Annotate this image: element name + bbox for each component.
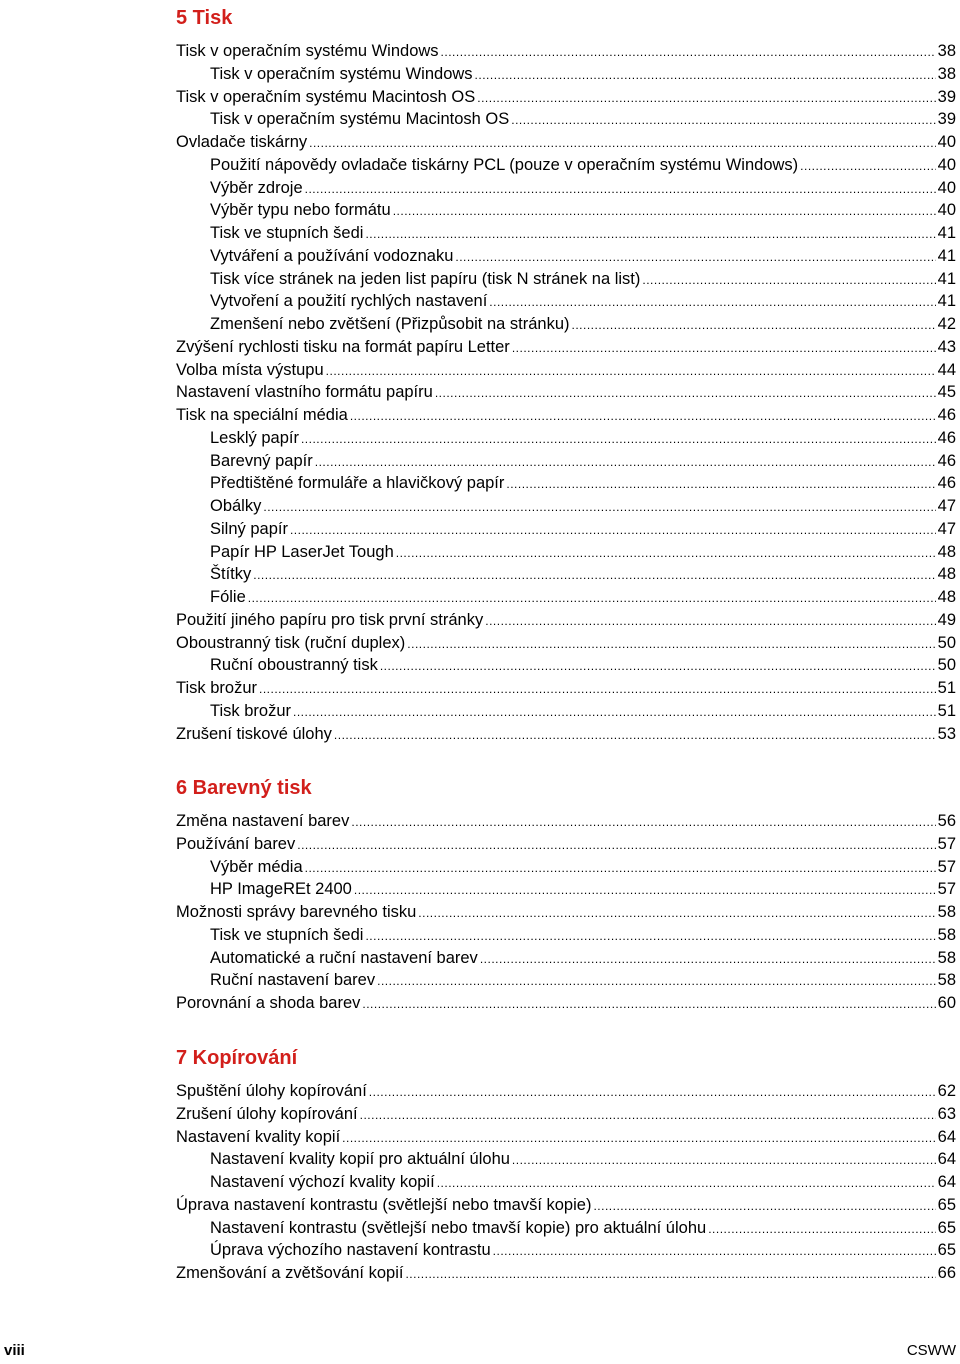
toc-entry-title: Použití nápovědy ovladače tiskárny PCL (pouze v operačním systému Windows) bbox=[210, 155, 799, 174]
toc-entry-page: 42 bbox=[937, 315, 956, 333]
toc-entry[interactable] bbox=[176, 856, 956, 879]
toc-entry-page: 65 bbox=[937, 1195, 956, 1214]
toc-entry-title: Zmenšení nebo zvětšení (Přizpůsobit na stránku) bbox=[210, 315, 570, 333]
toc-entry[interactable] bbox=[176, 336, 956, 359]
dot-leader bbox=[800, 155, 935, 178]
toc-entry-title: Štítky bbox=[210, 565, 252, 584]
toc-entry-title: Ruční nastavení barev bbox=[210, 971, 376, 990]
toc-entry[interactable] bbox=[176, 313, 956, 336]
footer-page-number: viii bbox=[4, 1342, 25, 1359]
toc-entry-title: Vytvoření a použití rychlých nastavení bbox=[210, 292, 488, 311]
dot-leader bbox=[480, 948, 936, 971]
dot-leader bbox=[305, 178, 936, 201]
toc-entry-title: Tisk v operačním systému Windows bbox=[176, 42, 439, 60]
toc-entry-title: Barevný papír bbox=[210, 451, 313, 470]
toc-entry[interactable] bbox=[176, 40, 956, 63]
toc-entry[interactable] bbox=[176, 677, 956, 700]
toc-entry-title: Tisk v operačním systému Macintosh OS bbox=[176, 87, 476, 106]
toc-entry-title: Lesklý papír bbox=[210, 428, 299, 447]
toc-entry[interactable] bbox=[176, 586, 956, 609]
toc-entry[interactable] bbox=[176, 947, 956, 970]
dot-leader bbox=[418, 902, 935, 925]
dot-leader bbox=[407, 633, 935, 656]
toc-entry-title: Tisk v operačním systému Macintosh OS bbox=[210, 110, 510, 129]
toc-entry[interactable] bbox=[176, 924, 956, 947]
toc-entry[interactable] bbox=[176, 1080, 956, 1103]
toc-entry-title: Předtištěné formuláře a hlavičkový papír bbox=[210, 474, 505, 493]
toc-entry-title: Ruční oboustranný tisk bbox=[210, 656, 378, 675]
toc-entry[interactable] bbox=[176, 177, 956, 200]
toc-entry-title: Tisk v operačním systému Windows bbox=[210, 64, 473, 83]
toc-entry-page: 58 bbox=[937, 971, 956, 990]
toc-entry[interactable] bbox=[176, 1103, 956, 1126]
toc-entry[interactable] bbox=[176, 154, 956, 177]
toc-entry[interactable] bbox=[176, 495, 956, 518]
toc-entry-page: 64 bbox=[937, 1150, 956, 1169]
toc-entry-page: 43 bbox=[937, 337, 956, 356]
dot-leader bbox=[253, 564, 935, 587]
toc-entry-page: 41 bbox=[937, 224, 956, 242]
dot-leader bbox=[512, 337, 936, 360]
toc-entry-page: 56 bbox=[937, 812, 956, 830]
toc-entry[interactable] bbox=[176, 1148, 956, 1171]
dot-leader bbox=[305, 857, 936, 880]
toc-entry-page: 46 bbox=[937, 474, 956, 493]
dot-leader bbox=[708, 1218, 935, 1241]
toc-entry[interactable] bbox=[176, 290, 956, 313]
toc-entry-title: Nastavení kvality kopií pro aktuální úlohu bbox=[210, 1150, 510, 1169]
toc-entry[interactable] bbox=[176, 969, 956, 992]
toc-entry-title: Obálky bbox=[210, 497, 262, 515]
toc-entry[interactable] bbox=[176, 810, 956, 833]
toc-entry-page: 46 bbox=[937, 451, 956, 470]
toc-entry-page: 64 bbox=[937, 1127, 956, 1146]
dot-leader bbox=[369, 1081, 936, 1104]
toc-entry-title: Vytváření a používání vodoznaku bbox=[210, 246, 454, 265]
dot-leader bbox=[351, 811, 935, 834]
dot-leader bbox=[441, 41, 936, 64]
toc-entry-title: Nastavení vlastního formátu papíru bbox=[176, 383, 433, 402]
toc-entry-page: 57 bbox=[937, 857, 956, 876]
toc-entry[interactable] bbox=[176, 878, 956, 901]
dot-leader bbox=[293, 701, 936, 724]
toc-entry-page: 66 bbox=[937, 1264, 956, 1282]
toc-entry-title: Úprava nastavení kontrastu (světlejší nebo tmavší kopie) bbox=[176, 1195, 592, 1214]
toc-entry[interactable] bbox=[176, 427, 956, 450]
dot-leader bbox=[259, 678, 936, 701]
dot-leader bbox=[485, 610, 935, 633]
toc-entry[interactable] bbox=[176, 108, 956, 131]
toc-entry-page: 48 bbox=[937, 588, 956, 606]
dot-leader bbox=[437, 1172, 936, 1195]
dot-leader bbox=[435, 382, 936, 405]
dot-leader bbox=[315, 451, 936, 474]
toc-entry[interactable] bbox=[176, 609, 956, 632]
dot-leader bbox=[360, 1104, 936, 1127]
toc-entry-title: HP ImageREt 2400 bbox=[210, 880, 352, 899]
toc-entry-page: 45 bbox=[937, 383, 956, 402]
toc-entry[interactable] bbox=[176, 222, 956, 245]
toc-entry[interactable] bbox=[176, 518, 956, 541]
toc-entry[interactable] bbox=[176, 723, 956, 746]
toc-entry-title: Nastavení výchozí kvality kopií bbox=[210, 1173, 435, 1191]
toc-entry-page: 50 bbox=[937, 656, 956, 675]
toc-entry-title: Tisk více stránek na jeden list papíru (tisk N stránek na list) bbox=[210, 269, 641, 288]
toc-entry-title: Zrušení tiskové úlohy bbox=[176, 724, 332, 743]
toc-entry-page: 47 bbox=[937, 497, 956, 515]
toc-entry[interactable] bbox=[176, 131, 956, 154]
toc-entry[interactable] bbox=[176, 404, 956, 427]
dot-leader bbox=[572, 314, 936, 337]
toc-section-7 bbox=[176, 1042, 956, 1285]
toc-entry-page: 47 bbox=[937, 519, 956, 538]
toc-entry-page: 63 bbox=[937, 1104, 956, 1123]
toc-entry[interactable] bbox=[176, 632, 956, 655]
dot-leader bbox=[354, 879, 936, 902]
toc-entry-title: Spuštění úlohy kopírování bbox=[176, 1082, 367, 1100]
toc-entry-page: 57 bbox=[937, 834, 956, 853]
section-heading: 5 Tisk bbox=[176, 7, 233, 29]
toc-entry-title: Tisk ve stupních šedi bbox=[210, 224, 364, 242]
toc-entry-page: 41 bbox=[937, 269, 956, 288]
toc-entry-page: 51 bbox=[937, 679, 956, 697]
toc-entry[interactable] bbox=[176, 199, 956, 222]
dot-leader bbox=[301, 428, 936, 451]
toc-entry-page: 58 bbox=[937, 948, 956, 967]
toc-entry-page: 65 bbox=[937, 1218, 956, 1237]
toc-entry-title: Použití jiného papíru pro tisk první stránky bbox=[176, 610, 484, 629]
toc-section-5 bbox=[176, 2, 956, 745]
dot-leader bbox=[297, 834, 935, 857]
toc-entry-page: 53 bbox=[937, 724, 956, 743]
toc-entry[interactable] bbox=[176, 472, 956, 495]
dot-leader bbox=[512, 1149, 936, 1172]
toc-entry-title: Používání barev bbox=[176, 834, 296, 853]
toc-entry[interactable] bbox=[176, 1126, 956, 1149]
toc-entry-page: 40 bbox=[937, 155, 956, 174]
toc-entry-page: 51 bbox=[937, 701, 956, 720]
toc-entry-title: Výběr média bbox=[210, 857, 303, 876]
dot-leader bbox=[365, 223, 935, 246]
toc-entry[interactable] bbox=[176, 1171, 956, 1194]
toc-entry-title: Volba místa výstupu bbox=[176, 360, 324, 379]
toc-entry-title: Tisk brožur bbox=[210, 701, 291, 720]
toc-entry[interactable] bbox=[176, 1239, 956, 1262]
toc-entry-title: Možnosti správy barevného tisku bbox=[176, 903, 417, 921]
toc-entry-page: 48 bbox=[937, 565, 956, 584]
dot-leader bbox=[593, 1195, 935, 1218]
dot-leader bbox=[455, 246, 935, 269]
toc-entry-page: 39 bbox=[937, 87, 956, 106]
toc-entry-title: Nastavení kontrastu (světlejší nebo tmavší kopie) pro aktuální úlohu bbox=[210, 1218, 707, 1237]
dot-leader bbox=[326, 360, 936, 383]
dot-leader bbox=[477, 87, 935, 110]
toc-entry-title: Nastavení kvality kopií bbox=[176, 1127, 341, 1146]
dot-leader bbox=[642, 269, 935, 292]
toc-entry[interactable] bbox=[176, 901, 956, 924]
toc-entry-title: Výběr typu nebo formátu bbox=[210, 201, 391, 220]
toc-entry-title: Tisk brožur bbox=[176, 679, 257, 697]
toc-entry[interactable] bbox=[176, 563, 956, 586]
dot-leader bbox=[506, 473, 935, 496]
dot-leader bbox=[405, 1263, 935, 1286]
toc-entry[interactable] bbox=[176, 63, 956, 86]
dot-leader bbox=[377, 970, 936, 993]
dot-leader bbox=[350, 405, 936, 428]
toc-section-6 bbox=[176, 772, 956, 1015]
toc-entry[interactable] bbox=[176, 1194, 956, 1217]
dot-leader bbox=[334, 724, 936, 747]
toc-entry-page: 40 bbox=[937, 133, 956, 151]
dot-leader bbox=[248, 587, 936, 610]
toc-entry[interactable] bbox=[176, 450, 956, 473]
toc-entry[interactable] bbox=[176, 1217, 956, 1240]
toc-entry-page: 57 bbox=[937, 880, 956, 899]
toc-entry-page: 65 bbox=[937, 1241, 956, 1260]
toc-entry-title: Fólie bbox=[210, 588, 246, 606]
toc-entry-page: 60 bbox=[937, 994, 956, 1012]
footer-doc-code: CSWW bbox=[906, 1342, 956, 1359]
toc-entry-page: 62 bbox=[937, 1082, 956, 1100]
toc-entry-page: 49 bbox=[937, 610, 956, 629]
toc-entry-title: Změna nastavení barev bbox=[176, 812, 350, 830]
dot-leader bbox=[493, 1240, 936, 1263]
dot-leader bbox=[362, 993, 935, 1016]
toc-entry[interactable] bbox=[176, 833, 956, 856]
toc-entry-page: 38 bbox=[937, 42, 956, 60]
dot-leader bbox=[263, 496, 935, 519]
toc-entry-page: 58 bbox=[937, 903, 956, 921]
toc-entry-page: 46 bbox=[937, 406, 956, 424]
toc-entry-page: 41 bbox=[937, 292, 956, 311]
toc-entry-title: Zmenšování a zvětšování kopií bbox=[176, 1264, 404, 1282]
toc-entry-title: Zrušení úlohy kopírování bbox=[176, 1104, 358, 1123]
toc-entry-title: Tisk ve stupních šedi bbox=[210, 925, 364, 944]
dot-leader bbox=[489, 291, 935, 314]
toc-entry[interactable] bbox=[176, 654, 956, 677]
toc-entry-title: Porovnání a shoda barev bbox=[176, 994, 361, 1012]
toc-entry[interactable] bbox=[176, 1262, 956, 1285]
dot-leader bbox=[342, 1127, 935, 1150]
toc-entry-page: 41 bbox=[937, 246, 956, 265]
toc-entry[interactable] bbox=[176, 541, 956, 564]
toc-entry-page: 39 bbox=[937, 110, 956, 129]
toc-entry[interactable] bbox=[176, 268, 956, 291]
toc-entry-page: 46 bbox=[937, 428, 956, 447]
toc-entry-page: 58 bbox=[937, 925, 956, 944]
toc-entry-page: 44 bbox=[937, 360, 956, 379]
toc-entry[interactable] bbox=[176, 245, 956, 268]
dot-leader bbox=[396, 542, 936, 565]
toc-entry-title: Automatické a ruční nastavení barev bbox=[210, 948, 478, 967]
toc-entry[interactable] bbox=[176, 86, 956, 109]
dot-leader bbox=[380, 655, 936, 678]
toc-entry-title: Zvýšení rychlosti tisku na formát papíru Letter bbox=[176, 337, 510, 356]
toc-entry-title: Výběr zdroje bbox=[210, 178, 303, 197]
section-heading: 6 Barevný tisk bbox=[176, 777, 312, 799]
toc-entry[interactable] bbox=[176, 700, 956, 723]
toc-entry-page: 40 bbox=[937, 178, 956, 197]
dot-leader bbox=[511, 109, 935, 132]
toc-entry-title: Silný papír bbox=[210, 519, 288, 538]
toc-entry-page: 64 bbox=[937, 1173, 956, 1191]
toc-entry-page: 38 bbox=[937, 64, 956, 83]
dot-leader bbox=[475, 64, 936, 87]
toc-entry-title: Papír HP LaserJet Tough bbox=[210, 542, 394, 561]
toc-entry-page: 40 bbox=[937, 201, 956, 220]
toc-entry-title: Tisk na speciální média bbox=[176, 406, 348, 424]
dot-leader bbox=[290, 519, 936, 542]
toc-entry[interactable] bbox=[176, 381, 956, 404]
toc-entry-page: 48 bbox=[937, 542, 956, 561]
toc-entry[interactable] bbox=[176, 992, 956, 1015]
dot-leader bbox=[393, 200, 936, 223]
toc-entry-page: 50 bbox=[937, 633, 956, 652]
toc-entry-title: Oboustranný tisk (ruční duplex) bbox=[176, 633, 406, 652]
toc-entry-title: Úprava výchozího nastavení kontrastu bbox=[210, 1241, 491, 1260]
toc-entry-title: Ovladače tiskárny bbox=[176, 133, 308, 151]
page-footer bbox=[0, 1342, 960, 1364]
section-heading: 7 Kopírování bbox=[176, 1047, 298, 1069]
dot-leader bbox=[365, 925, 935, 948]
toc-entry[interactable] bbox=[176, 359, 956, 382]
dot-leader bbox=[309, 132, 936, 155]
